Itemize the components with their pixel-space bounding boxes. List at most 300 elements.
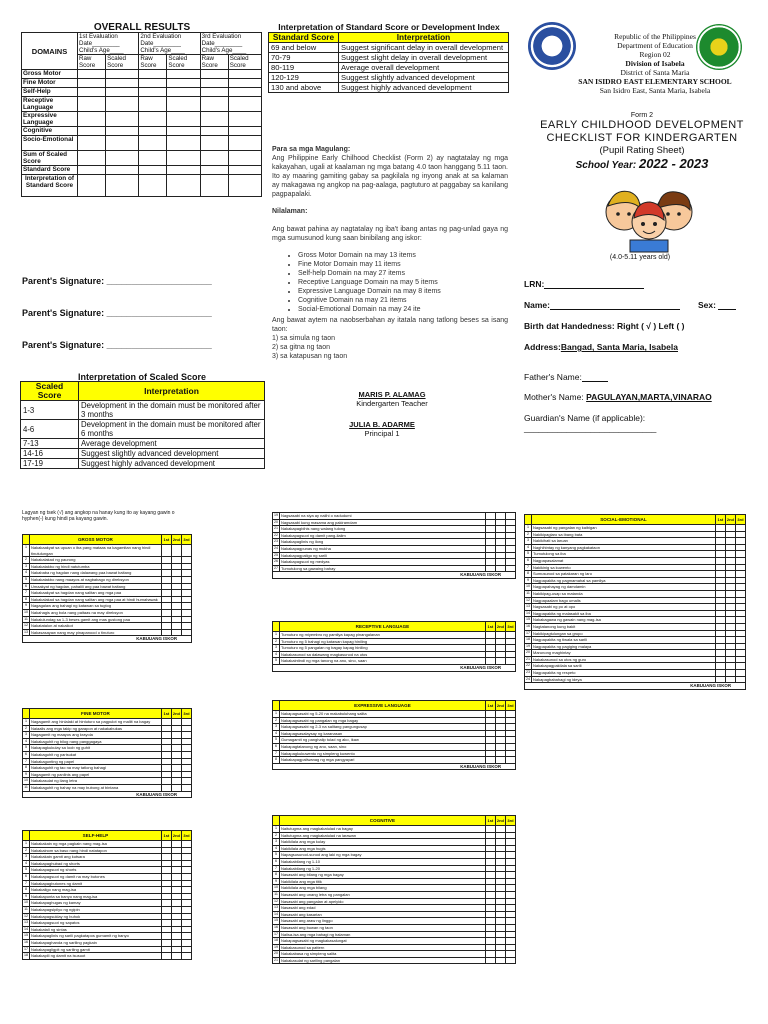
check-cell[interactable] [485, 865, 495, 872]
check-cell[interactable] [486, 552, 496, 559]
score-cell[interactable] [200, 127, 228, 136]
check-cell[interactable] [171, 946, 181, 953]
score-cell[interactable] [200, 151, 228, 166]
check-cell[interactable] [161, 913, 171, 920]
check-cell[interactable] [725, 623, 735, 630]
check-cell[interactable] [736, 544, 746, 551]
check-cell[interactable] [485, 717, 495, 724]
check-cell[interactable] [495, 730, 505, 737]
score-cell[interactable] [106, 151, 139, 166]
check-cell[interactable] [736, 571, 746, 578]
check-cell[interactable] [725, 637, 735, 644]
check-cell[interactable] [725, 577, 735, 584]
check-cell[interactable] [161, 946, 171, 953]
check-cell[interactable] [161, 867, 171, 874]
check-cell[interactable] [161, 751, 171, 758]
check-cell[interactable] [736, 610, 746, 617]
score-cell[interactable] [228, 97, 261, 112]
check-cell[interactable] [715, 590, 725, 597]
check-cell[interactable] [495, 724, 505, 731]
check-cell[interactable] [161, 926, 171, 933]
check-cell[interactable] [171, 596, 181, 603]
check-cell[interactable] [495, 845, 505, 852]
check-cell[interactable] [496, 539, 506, 546]
check-cell[interactable] [171, 583, 181, 590]
check-cell[interactable] [485, 757, 495, 764]
check-cell[interactable] [506, 658, 516, 665]
check-cell[interactable] [715, 637, 725, 644]
check-cell[interactable] [171, 719, 181, 726]
score-cell[interactable] [78, 151, 106, 166]
check-cell[interactable] [495, 885, 505, 892]
score-cell[interactable] [167, 97, 200, 112]
check-cell[interactable] [171, 784, 181, 791]
score-cell[interactable] [228, 88, 261, 97]
check-cell[interactable] [506, 944, 516, 951]
check-cell[interactable] [736, 564, 746, 571]
check-cell[interactable] [161, 545, 171, 557]
score-cell[interactable] [106, 175, 139, 197]
check-cell[interactable] [736, 650, 746, 657]
check-cell[interactable] [171, 867, 181, 874]
check-cell[interactable] [485, 737, 495, 744]
check-cell[interactable] [736, 531, 746, 538]
check-cell[interactable] [506, 565, 516, 572]
score-cell[interactable] [200, 166, 228, 175]
check-cell[interactable] [506, 951, 516, 958]
check-cell[interactable] [715, 531, 725, 538]
check-cell[interactable] [161, 603, 171, 610]
check-cell[interactable] [182, 913, 192, 920]
check-cell[interactable] [486, 559, 496, 566]
check-cell[interactable] [506, 931, 516, 938]
score-cell[interactable] [139, 151, 167, 166]
check-cell[interactable] [485, 944, 495, 951]
check-cell[interactable] [161, 873, 171, 880]
check-cell[interactable] [161, 590, 171, 597]
check-cell[interactable] [495, 891, 505, 898]
check-cell[interactable] [506, 539, 516, 546]
check-cell[interactable] [736, 538, 746, 545]
check-cell[interactable] [161, 771, 171, 778]
check-cell[interactable] [171, 590, 181, 597]
score-cell[interactable] [167, 127, 200, 136]
score-cell[interactable] [139, 70, 167, 79]
check-cell[interactable] [182, 719, 192, 726]
check-cell[interactable] [182, 576, 192, 583]
score-cell[interactable] [78, 175, 106, 197]
check-cell[interactable] [495, 938, 505, 945]
check-cell[interactable] [506, 872, 516, 879]
check-cell[interactable] [736, 584, 746, 591]
check-cell[interactable] [182, 609, 192, 616]
check-cell[interactable] [161, 906, 171, 913]
check-cell[interactable] [725, 650, 735, 657]
score-cell[interactable] [106, 70, 139, 79]
check-cell[interactable] [486, 539, 496, 546]
check-cell[interactable] [495, 957, 505, 964]
check-cell[interactable] [715, 571, 725, 578]
check-cell[interactable] [725, 670, 735, 677]
check-cell[interactable] [171, 563, 181, 570]
check-cell[interactable] [182, 758, 192, 765]
check-cell[interactable] [485, 931, 495, 938]
check-cell[interactable] [485, 872, 495, 879]
check-cell[interactable] [715, 544, 725, 551]
check-cell[interactable] [485, 730, 495, 737]
check-cell[interactable] [182, 629, 192, 636]
score-cell[interactable] [167, 88, 200, 97]
check-cell[interactable] [171, 603, 181, 610]
check-cell[interactable] [495, 743, 505, 750]
check-cell[interactable] [725, 571, 735, 578]
score-cell[interactable] [139, 88, 167, 97]
check-cell[interactable] [736, 643, 746, 650]
check-cell[interactable] [171, 860, 181, 867]
check-cell[interactable] [161, 765, 171, 772]
check-cell[interactable] [171, 576, 181, 583]
check-cell[interactable] [171, 953, 181, 960]
check-cell[interactable] [506, 717, 516, 724]
father-name-field[interactable]: Father's Name: [524, 372, 608, 382]
check-cell[interactable] [715, 670, 725, 677]
mother-name-field[interactable]: Mother's Name: PAGULAYAN,MARTA,VINARAO [524, 392, 712, 402]
check-cell[interactable] [161, 623, 171, 630]
check-cell[interactable] [182, 570, 192, 577]
score-cell[interactable] [167, 136, 200, 151]
check-cell[interactable] [715, 663, 725, 670]
check-cell[interactable] [171, 893, 181, 900]
check-cell[interactable] [485, 845, 495, 852]
check-cell[interactable] [506, 898, 516, 905]
check-cell[interactable] [485, 905, 495, 912]
score-cell[interactable] [167, 79, 200, 88]
check-cell[interactable] [715, 630, 725, 637]
score-cell[interactable] [106, 88, 139, 97]
score-cell[interactable] [167, 166, 200, 175]
check-cell[interactable] [485, 839, 495, 846]
check-cell[interactable] [485, 852, 495, 859]
check-cell[interactable] [485, 951, 495, 958]
score-cell[interactable] [200, 70, 228, 79]
check-cell[interactable] [485, 826, 495, 833]
check-cell[interactable] [496, 565, 506, 572]
check-cell[interactable] [506, 885, 516, 892]
check-cell[interactable] [171, 738, 181, 745]
check-cell[interactable] [182, 545, 192, 557]
check-cell[interactable] [725, 656, 735, 663]
check-cell[interactable] [495, 951, 505, 958]
score-cell[interactable] [228, 112, 261, 127]
score-cell[interactable] [106, 166, 139, 175]
score-cell[interactable] [228, 175, 261, 197]
check-cell[interactable] [725, 544, 735, 551]
address-field[interactable]: Address:Bangad, Santa Maria, Isabela [524, 342, 678, 352]
score-cell[interactable] [78, 166, 106, 175]
check-cell[interactable] [161, 920, 171, 927]
check-cell[interactable] [182, 854, 192, 861]
guardian-name-field[interactable]: Guardian's Name (if applicable): ____________________________ [524, 413, 657, 433]
check-cell[interactable] [495, 872, 505, 879]
check-cell[interactable] [485, 938, 495, 945]
check-cell[interactable] [161, 557, 171, 564]
score-cell[interactable] [106, 112, 139, 127]
check-cell[interactable] [485, 750, 495, 757]
check-cell[interactable] [485, 832, 495, 839]
check-cell[interactable] [182, 920, 192, 927]
check-cell[interactable] [506, 730, 516, 737]
check-cell[interactable] [495, 865, 505, 872]
check-cell[interactable] [161, 738, 171, 745]
check-cell[interactable] [506, 865, 516, 872]
check-cell[interactable] [161, 719, 171, 726]
check-cell[interactable] [182, 557, 192, 564]
check-cell[interactable] [182, 784, 192, 791]
check-cell[interactable] [725, 676, 735, 683]
check-cell[interactable] [736, 551, 746, 558]
check-cell[interactable] [485, 898, 495, 905]
check-cell[interactable] [485, 645, 495, 652]
check-cell[interactable] [506, 519, 516, 526]
check-cell[interactable] [725, 551, 735, 558]
check-cell[interactable] [495, 651, 505, 658]
check-cell[interactable] [171, 926, 181, 933]
check-cell[interactable] [725, 663, 735, 670]
check-cell[interactable] [496, 513, 506, 520]
check-cell[interactable] [182, 860, 192, 867]
score-cell[interactable] [106, 79, 139, 88]
check-cell[interactable] [485, 632, 495, 639]
check-cell[interactable] [182, 873, 192, 880]
check-cell[interactable] [485, 724, 495, 731]
check-cell[interactable] [182, 623, 192, 630]
check-cell[interactable] [182, 751, 192, 758]
check-cell[interactable] [182, 765, 192, 772]
check-cell[interactable] [715, 643, 725, 650]
check-cell[interactable] [171, 847, 181, 854]
check-cell[interactable] [495, 832, 505, 839]
score-cell[interactable] [200, 136, 228, 151]
check-cell[interactable] [171, 778, 181, 785]
check-cell[interactable] [485, 651, 495, 658]
check-cell[interactable] [161, 596, 171, 603]
check-cell[interactable] [182, 583, 192, 590]
check-cell[interactable] [506, 845, 516, 852]
check-cell[interactable] [495, 717, 505, 724]
sex-field[interactable]: Sex: [698, 300, 736, 310]
check-cell[interactable] [496, 532, 506, 539]
score-cell[interactable] [106, 127, 139, 136]
check-cell[interactable] [486, 519, 496, 526]
check-cell[interactable] [182, 738, 192, 745]
check-cell[interactable] [171, 725, 181, 732]
check-cell[interactable] [182, 596, 192, 603]
score-cell[interactable] [200, 88, 228, 97]
check-cell[interactable] [485, 885, 495, 892]
score-cell[interactable] [228, 136, 261, 151]
check-cell[interactable] [736, 617, 746, 624]
check-cell[interactable] [171, 880, 181, 887]
check-cell[interactable] [736, 577, 746, 584]
check-cell[interactable] [161, 732, 171, 739]
check-cell[interactable] [506, 737, 516, 744]
check-cell[interactable] [161, 953, 171, 960]
check-cell[interactable] [161, 629, 171, 636]
check-cell[interactable] [485, 858, 495, 865]
check-cell[interactable] [715, 577, 725, 584]
check-cell[interactable] [506, 878, 516, 885]
check-cell[interactable] [161, 887, 171, 894]
check-cell[interactable] [506, 826, 516, 833]
check-cell[interactable] [496, 519, 506, 526]
check-cell[interactable] [171, 745, 181, 752]
check-cell[interactable] [495, 839, 505, 846]
check-cell[interactable] [161, 880, 171, 887]
check-cell[interactable] [496, 545, 506, 552]
check-cell[interactable] [496, 559, 506, 566]
score-cell[interactable] [139, 79, 167, 88]
score-cell[interactable] [78, 97, 106, 112]
score-cell[interactable] [139, 175, 167, 197]
check-cell[interactable] [725, 564, 735, 571]
check-cell[interactable] [715, 676, 725, 683]
check-cell[interactable] [506, 632, 516, 639]
check-cell[interactable] [506, 938, 516, 945]
check-cell[interactable] [506, 918, 516, 925]
check-cell[interactable] [495, 757, 505, 764]
check-cell[interactable] [485, 878, 495, 885]
check-cell[interactable] [506, 645, 516, 652]
score-cell[interactable] [78, 112, 106, 127]
check-cell[interactable] [485, 924, 495, 931]
check-cell[interactable] [171, 900, 181, 907]
check-cell[interactable] [495, 931, 505, 938]
check-cell[interactable] [161, 778, 171, 785]
check-cell[interactable] [182, 847, 192, 854]
check-cell[interactable] [486, 545, 496, 552]
check-cell[interactable] [182, 953, 192, 960]
check-cell[interactable] [715, 610, 725, 617]
check-cell[interactable] [715, 656, 725, 663]
check-cell[interactable] [495, 924, 505, 931]
check-cell[interactable] [171, 570, 181, 577]
check-cell[interactable] [182, 939, 192, 946]
check-cell[interactable] [182, 771, 192, 778]
score-cell[interactable] [139, 97, 167, 112]
check-cell[interactable] [486, 565, 496, 572]
check-cell[interactable] [496, 526, 506, 533]
check-cell[interactable] [182, 732, 192, 739]
check-cell[interactable] [171, 939, 181, 946]
check-cell[interactable] [506, 545, 516, 552]
check-cell[interactable] [715, 538, 725, 545]
check-cell[interactable] [725, 531, 735, 538]
check-cell[interactable] [495, 658, 505, 665]
check-cell[interactable] [506, 743, 516, 750]
check-cell[interactable] [161, 758, 171, 765]
check-cell[interactable] [161, 933, 171, 940]
check-cell[interactable] [495, 858, 505, 865]
check-cell[interactable] [736, 525, 746, 532]
check-cell[interactable] [161, 745, 171, 752]
score-cell[interactable] [228, 79, 261, 88]
check-cell[interactable] [182, 926, 192, 933]
check-cell[interactable] [715, 650, 725, 657]
check-cell[interactable] [161, 576, 171, 583]
score-cell[interactable] [167, 70, 200, 79]
check-cell[interactable] [736, 604, 746, 611]
check-cell[interactable] [506, 957, 516, 964]
score-cell[interactable] [78, 127, 106, 136]
check-cell[interactable] [485, 743, 495, 750]
score-cell[interactable] [228, 166, 261, 175]
check-cell[interactable] [715, 557, 725, 564]
score-cell[interactable] [106, 97, 139, 112]
check-cell[interactable] [486, 532, 496, 539]
check-cell[interactable] [161, 563, 171, 570]
check-cell[interactable] [171, 623, 181, 630]
check-cell[interactable] [725, 643, 735, 650]
check-cell[interactable] [182, 880, 192, 887]
score-cell[interactable] [78, 136, 106, 151]
score-cell[interactable] [200, 175, 228, 197]
score-cell[interactable] [228, 151, 261, 166]
score-cell[interactable] [78, 79, 106, 88]
check-cell[interactable] [495, 632, 505, 639]
check-cell[interactable] [161, 616, 171, 623]
check-cell[interactable] [171, 841, 181, 848]
check-cell[interactable] [506, 513, 516, 520]
check-cell[interactable] [725, 590, 735, 597]
check-cell[interactable] [182, 900, 192, 907]
check-cell[interactable] [161, 609, 171, 616]
check-cell[interactable] [725, 597, 735, 604]
check-cell[interactable] [495, 826, 505, 833]
check-cell[interactable] [161, 900, 171, 907]
check-cell[interactable] [485, 957, 495, 964]
check-cell[interactable] [715, 525, 725, 532]
check-cell[interactable] [161, 725, 171, 732]
check-cell[interactable] [715, 617, 725, 624]
score-cell[interactable] [228, 127, 261, 136]
check-cell[interactable] [725, 630, 735, 637]
check-cell[interactable] [495, 905, 505, 912]
lrn-field[interactable]: LRN: [524, 279, 644, 289]
check-cell[interactable] [715, 584, 725, 591]
check-cell[interactable] [495, 737, 505, 744]
check-cell[interactable] [161, 860, 171, 867]
check-cell[interactable] [182, 887, 192, 894]
check-cell[interactable] [506, 638, 516, 645]
check-cell[interactable] [182, 906, 192, 913]
check-cell[interactable] [171, 854, 181, 861]
check-cell[interactable] [495, 944, 505, 951]
check-cell[interactable] [161, 939, 171, 946]
check-cell[interactable] [486, 526, 496, 533]
check-cell[interactable] [485, 891, 495, 898]
name-field[interactable]: Name: [524, 300, 680, 310]
check-cell[interactable] [736, 630, 746, 637]
check-cell[interactable] [171, 913, 181, 920]
check-cell[interactable] [161, 784, 171, 791]
score-cell[interactable] [78, 70, 106, 79]
check-cell[interactable] [182, 778, 192, 785]
check-cell[interactable] [182, 933, 192, 940]
check-cell[interactable] [182, 725, 192, 732]
check-cell[interactable] [495, 750, 505, 757]
check-cell[interactable] [171, 765, 181, 772]
check-cell[interactable] [495, 852, 505, 859]
